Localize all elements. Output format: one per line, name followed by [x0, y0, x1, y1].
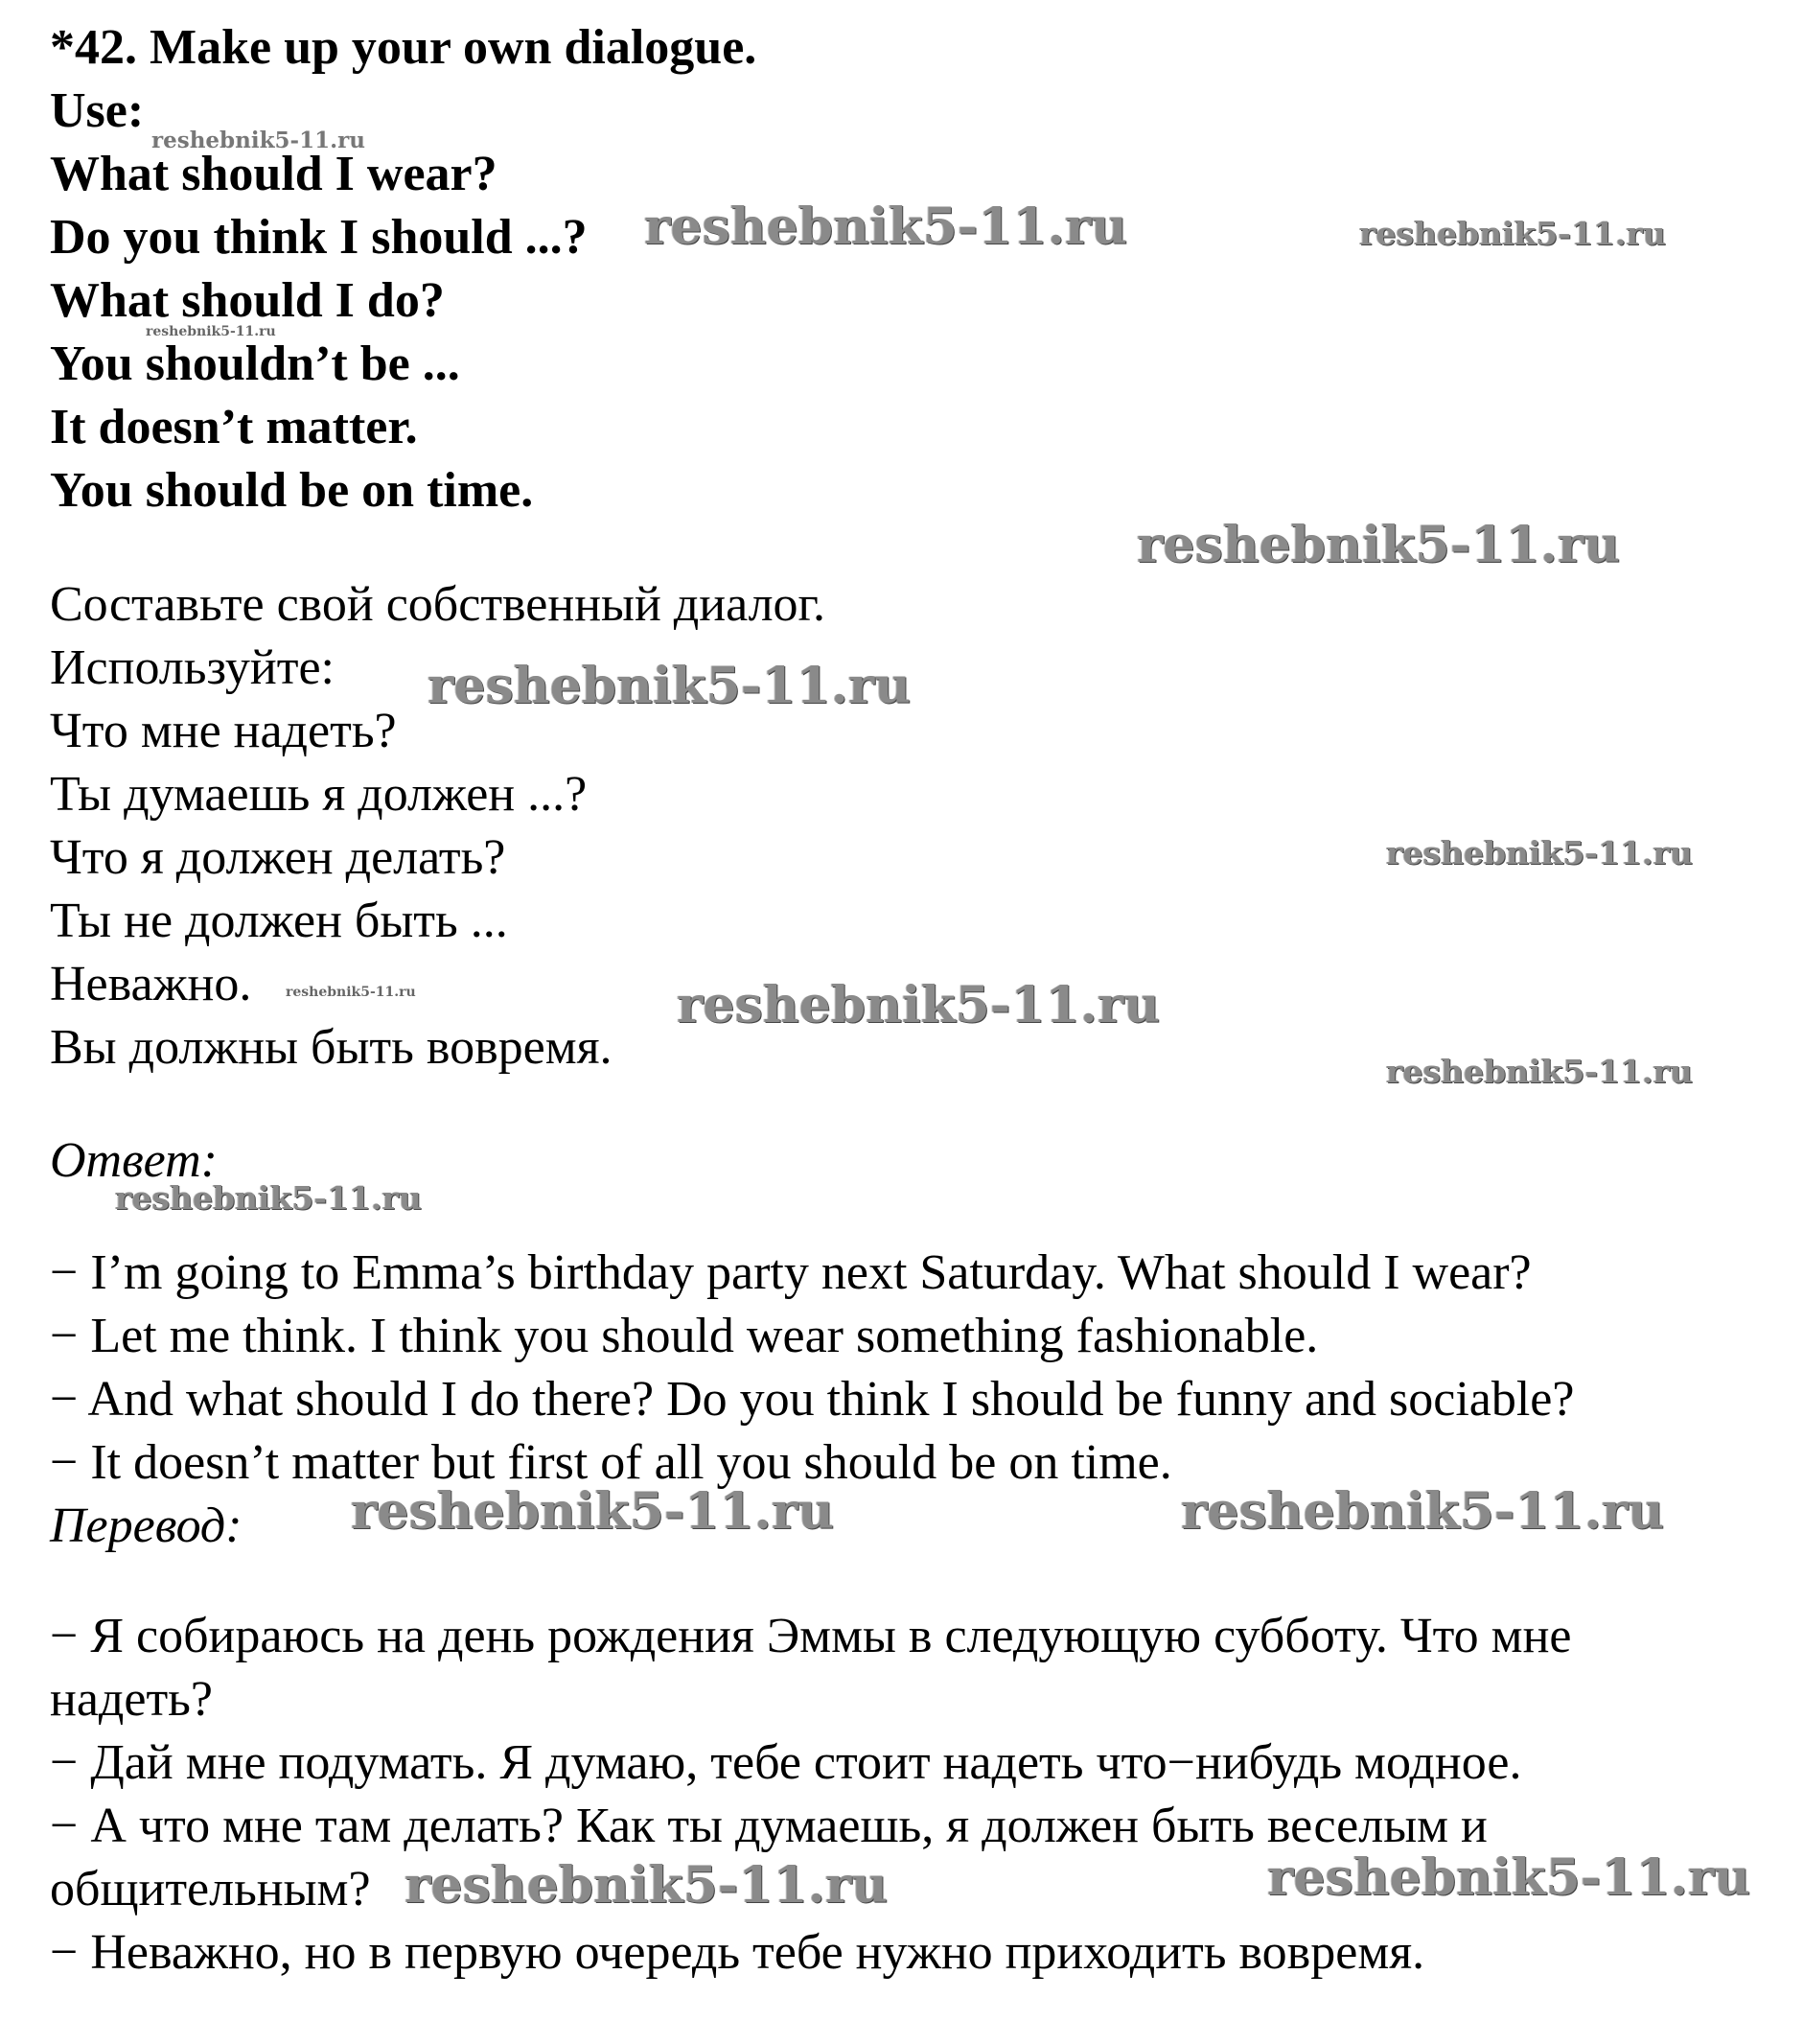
watermark: reshebnik5-11.ru — [677, 976, 1161, 1034]
translation-block-phrase: Что я должен делать? — [50, 830, 506, 885]
translation-block-phrase: Неважно. — [50, 957, 252, 1011]
translation-line: − Неважно, но в первую очередь тебе нужно приходить вовремя. — [50, 1925, 1425, 1980]
watermark: reshebnik5-11.ru — [351, 1482, 835, 1541]
translation-label: Перевод: — [50, 1498, 243, 1553]
answer-label: Ответ: — [50, 1133, 218, 1188]
task-phrase: You shouldn’t be ... — [50, 337, 460, 391]
translation-block-phrase: Вы должны быть вовремя. — [50, 1020, 613, 1075]
answer-line: − I’m going to Emma’s birthday party next Saturday. What should I wear? — [50, 1245, 1532, 1300]
watermark: reshebnik5-11.ru — [1359, 215, 1666, 252]
watermark: reshebnik5-11.ru — [1137, 516, 1621, 574]
watermark: reshebnik5-11.ru — [428, 657, 912, 715]
translation-block-phrase: Ты не должен быть ... — [50, 894, 508, 948]
task-phrase: What should I do? — [50, 273, 445, 328]
watermark: reshebnik5-11.ru — [115, 1179, 422, 1217]
translation-line: общительным? — [50, 1862, 371, 1916]
answer-line: − It doesn’t matter but first of all you should be on time. — [50, 1435, 1172, 1490]
answer-line: − Let me think. I think you should wear something fashionable. — [50, 1309, 1319, 1363]
watermark: reshebnik5-11.ru — [405, 1856, 889, 1915]
watermark: reshebnik5-11.ru — [644, 197, 1128, 256]
translation-block-use-label: Используйте: — [50, 640, 335, 695]
watermark: reshebnik5-11.ru — [151, 128, 365, 153]
translation-line: − А что мне там делать? Как ты думаешь, я должен быть веселым и — [50, 1799, 1488, 1853]
task-use-label: Use: — [50, 83, 145, 138]
task-title: *42. Make up your own dialogue. — [50, 20, 757, 75]
task-phrase: You should be on time. — [50, 463, 534, 518]
watermark: reshebnik5-11.ru — [1267, 1848, 1751, 1907]
task-phrase: What should I wear? — [50, 147, 497, 201]
translation-line: надеть? — [50, 1672, 213, 1727]
translation-block-title: Составьте свой собственный диалог. — [50, 577, 826, 632]
watermark: reshebnik5-11.ru — [146, 324, 276, 339]
translation-block-phrase: Что мне надеть? — [50, 704, 397, 758]
watermark: reshebnik5-11.ru — [286, 985, 416, 1000]
translation-line: − Я собираюсь на день рождения Эммы в следующую субботу. Что мне — [50, 1609, 1572, 1663]
translation-line: − Дай мне подумать. Я думаю, тебе стоит надеть что−нибудь модное. — [50, 1735, 1522, 1790]
task-phrase: Do you think I should ...? — [50, 210, 588, 265]
watermark: reshebnik5-11.ru — [1386, 834, 1693, 871]
task-phrase: It doesn’t matter. — [50, 400, 418, 454]
translation-block-phrase: Ты думаешь я должен ...? — [50, 767, 588, 822]
answer-line: − And what should I do there? Do you think I should be funny and sociable? — [50, 1372, 1575, 1427]
watermark: reshebnik5-11.ru — [1181, 1482, 1665, 1541]
watermark: reshebnik5-11.ru — [1386, 1053, 1693, 1090]
